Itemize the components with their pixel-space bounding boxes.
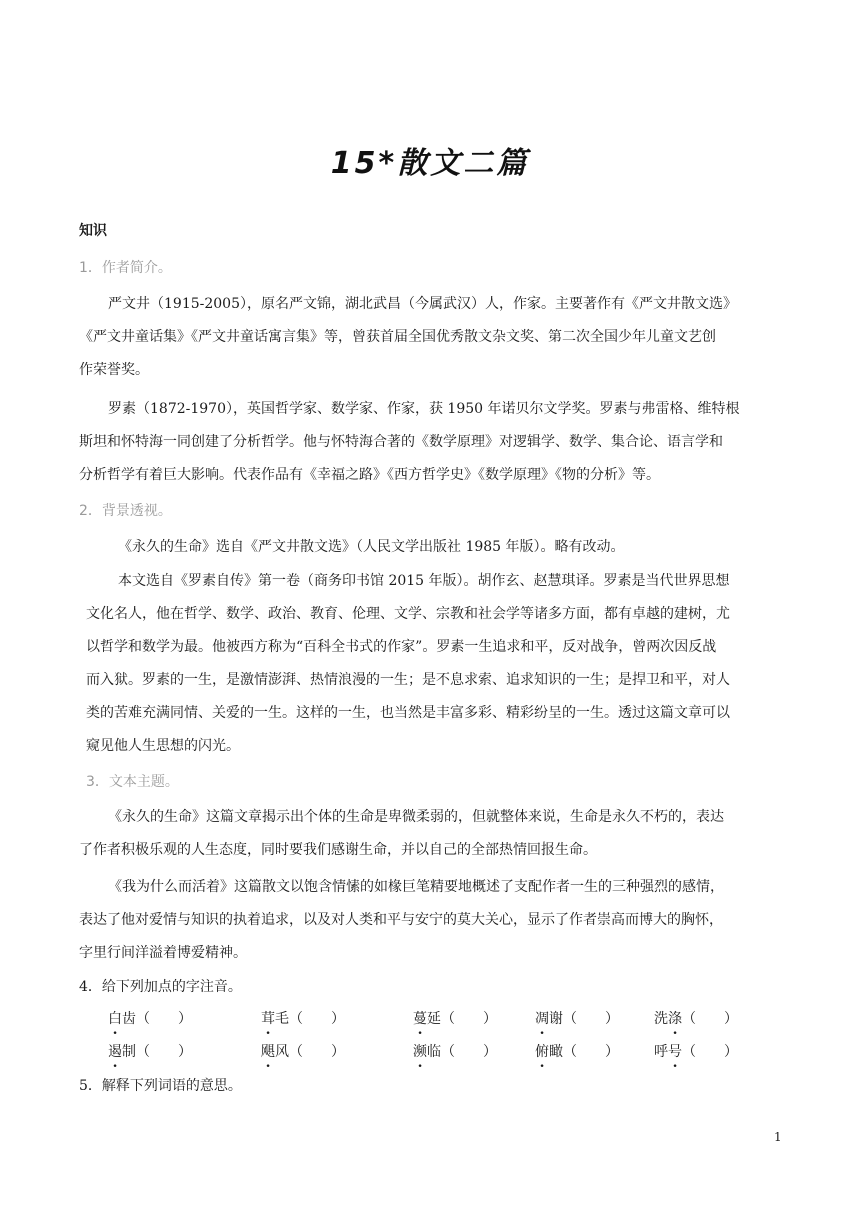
dotted-char: 白 bbox=[108, 1011, 122, 1027]
section-heading-knowledge: 知识 bbox=[79, 223, 107, 239]
pinyin-item: 俯瞰（ ） bbox=[535, 1044, 619, 1060]
paragraph-yan-wenjing-line-2: 《严文井童话集》《严文井童话寓言集》等，曾获首届全国优秀散文杂文奖、第二次全国少年儿童文艺创 bbox=[79, 329, 716, 345]
dotted-char: 涤 bbox=[668, 1011, 682, 1027]
paragraph-russell-bg-line-2: 文化名人，他在哲学、数学、政治、教育、伦理、文学、宗教和社会学等诸多方面，都有卓越的建树，尤 bbox=[86, 606, 730, 622]
heading-author-intro: 1．作者简介。 bbox=[79, 260, 172, 276]
paragraph-russell-bg-line-5: 类的苦难充满同情、关爱的一生。这样的一生，也当然是丰富多彩、精彩纷呈的一生。透过这篇文章可以 bbox=[86, 705, 730, 721]
page-title: 15*散文二篇 bbox=[330, 146, 530, 181]
pinyin-item: 茸毛（ ） bbox=[261, 1011, 345, 1027]
dotted-char: 茸 bbox=[261, 1011, 275, 1027]
paragraph-theme-1-line-2: 了作者积极乐观的人生态度，同时要我们感谢生命，并以自己的全部热情回报生命。 bbox=[79, 842, 597, 858]
dotted-char: 濒 bbox=[413, 1044, 427, 1060]
paragraph-theme-2-line-1: 《我为什么而活着》这篇散文以饱含情愫的如椽巨笔精要地概述了支配作者一生的三种强烈的感情， bbox=[108, 879, 724, 895]
dotted-char: 飓 bbox=[261, 1044, 275, 1060]
paragraph-yan-wenjing-line-1: 严文井（1915-2005），原名严文锦，湖北武昌（今属武汉）人，作家。主要著作有《严文井散文选》 bbox=[108, 296, 737, 312]
dotted-char: 号 bbox=[668, 1044, 682, 1060]
question-4-prompt: 4．给下列加点的字注音。 bbox=[79, 979, 242, 995]
paragraph-theme-2-line-3: 字里行间洋溢着博爱精神。 bbox=[79, 945, 247, 961]
dotted-char: 凋 bbox=[535, 1011, 549, 1027]
pinyin-item: 白齿（ ） bbox=[108, 1011, 192, 1027]
heading-theme: 3．文本主题。 bbox=[86, 774, 179, 790]
paragraph-russell-line-2: 斯坦和怀特海一同创建了分析哲学。他与怀特海合著的《数学原理》对逻辑学、数学、集合论、语言学和 bbox=[79, 434, 723, 450]
paragraph-russell-bg-line-4: 而入狱。罗素的一生，是激情澎湃、热情浪漫的一生；是不息求索、追求知识的一生；是捍卫和平，对人 bbox=[86, 672, 730, 688]
paragraph-russell-line-1: 罗素（1872-1970），英国哲学家、数学家、作家，获 1950 年诺贝尔文学奖。罗素与弗雷格、维特根 bbox=[108, 401, 740, 417]
pinyin-item: 濒临（ ） bbox=[413, 1044, 497, 1060]
paragraph-theme-1-line-1: 《永久的生命》这篇文章揭示出个体的生命是卑微柔弱的，但就整体来说，生命是永久不朽的，表达 bbox=[108, 809, 724, 825]
question-5-prompt: 5．解释下列词语的意思。 bbox=[79, 1078, 242, 1094]
dotted-char: 蔓 bbox=[413, 1011, 427, 1027]
paragraph-yan-wenjing-line-3: 作荣誉奖。 bbox=[79, 362, 149, 378]
paragraph-theme-2-line-2: 表达了他对爱情与知识的执着追求，以及对人类和平与安宁的莫大关心，显示了作者崇高而博大的胸怀， bbox=[79, 912, 723, 928]
pinyin-item: 遏制（ ） bbox=[108, 1044, 192, 1060]
paragraph-russell-bg-line-1: 本文选自《罗素自传》第一卷（商务印书馆 2015 年版）。胡作玄、赵慧琪译。罗素是当代世界思想 bbox=[118, 573, 730, 589]
dotted-char: 遏 bbox=[108, 1044, 122, 1060]
pinyin-item: 飓风（ ） bbox=[261, 1044, 345, 1060]
pinyin-item: 呼号（ ） bbox=[654, 1044, 738, 1060]
pinyin-item: 洗涤（ ） bbox=[654, 1011, 738, 1027]
pinyin-item: 蔓延（ ） bbox=[413, 1011, 497, 1027]
dotted-char: 俯 bbox=[535, 1044, 549, 1060]
page-number: 1 bbox=[774, 1130, 782, 1144]
paragraph-russell-line-3: 分析哲学有着巨大影响。代表作品有《幸福之路》《西方哲学史》《数学原理》《物的分析》等。 bbox=[79, 467, 660, 483]
paragraph-russell-bg-line-6: 窥见他人生思想的闪光。 bbox=[86, 738, 240, 754]
pinyin-item: 凋谢（ ） bbox=[535, 1011, 619, 1027]
paragraph-russell-bg-line-3: 以哲学和数学为最。他被西方称为“百科全书式的作家”。罗素一生追求和平，反对战争，曾两次因反战 bbox=[86, 639, 717, 655]
heading-background: 2．背景透视。 bbox=[79, 503, 172, 519]
paragraph-source-yongjiu: 《永久的生命》选自《严文井散文选》（人民文学出版社 1985 年版）。略有改动。 bbox=[118, 539, 625, 555]
